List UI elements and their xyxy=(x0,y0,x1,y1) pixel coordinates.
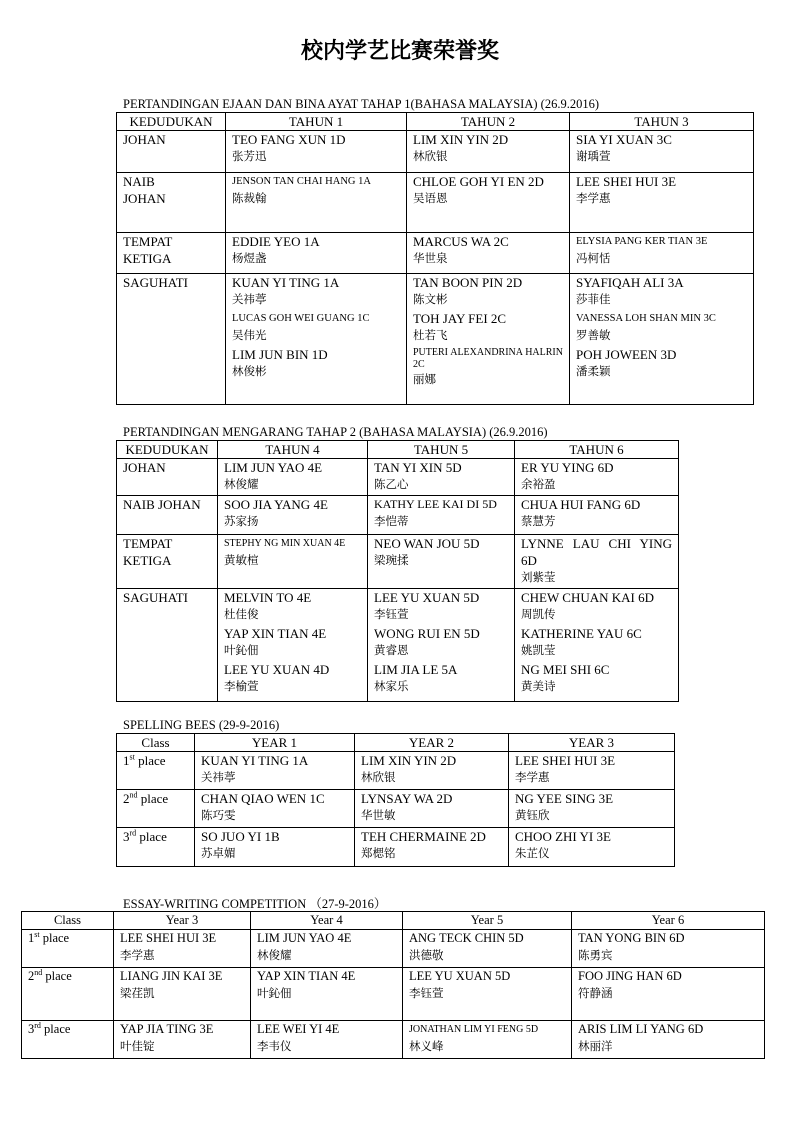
student-chinese-name: 洪德敬 xyxy=(409,948,444,962)
student-chinese-name: 罗善敏 xyxy=(576,328,611,342)
student-chinese-name: 李恺蒂 xyxy=(374,514,409,528)
table-row xyxy=(117,752,675,790)
student-name: SOO JIA YANG 4E xyxy=(224,497,328,512)
student-chinese-name: 苏家扬 xyxy=(224,514,259,528)
student-name: LIM JIA LE 5A xyxy=(374,662,458,677)
student-name: TEH CHERMAINE 2D xyxy=(361,829,486,844)
header-year-6: Year 6 xyxy=(572,912,765,930)
student-name: LEE WEI YI 4E xyxy=(257,1022,340,1036)
student-chinese-name: 杜佳俊 xyxy=(224,607,259,621)
student-chinese-name: 蔡慧芳 xyxy=(521,514,556,528)
student-name: LEE SHEI HUI 3E xyxy=(120,931,217,945)
student-name: TOH JAY FEI 2C xyxy=(413,311,507,326)
header-year-1: YEAR 1 xyxy=(195,734,355,752)
header-kedudukan: KEDUDUKAN xyxy=(117,113,226,131)
student-chinese-name: 林俊耀 xyxy=(257,948,292,962)
student-name: SO JUO YI 1B xyxy=(201,829,280,844)
header-tahun-3: TAHUN 3 xyxy=(570,113,754,131)
table-tahap1-ejaan xyxy=(116,112,754,405)
student-chinese-name: 林丽洋 xyxy=(578,1039,613,1053)
page-title: 校内学艺比赛荣誉奖 xyxy=(300,39,499,64)
section-1-caption: PERTANDINGAN EJAAN DAN BINA AYAT TAHAP 1(BAHASA MALAYSIA) (26.9.2016) xyxy=(123,97,599,111)
student-chinese-name: 林欣银 xyxy=(413,149,448,163)
student-name: KATHERINE YAU 6C xyxy=(521,626,642,641)
header-class: Class xyxy=(22,912,114,930)
table-essay-writing xyxy=(21,911,765,1059)
student-name: ARIS LIM LI YANG 6D xyxy=(578,1022,704,1036)
student-chinese-name: 李学惠 xyxy=(120,948,155,962)
header-year-2: YEAR 2 xyxy=(355,734,509,752)
student-chinese-name: 陈勇宾 xyxy=(578,948,613,962)
student-name: YAP JIA TING 3E xyxy=(120,1022,214,1036)
student-chinese-name: 朱芷仪 xyxy=(515,846,550,860)
table-row xyxy=(117,173,754,233)
student-chinese-name: 张芳迅 xyxy=(232,149,267,163)
section-2-caption: PERTANDINGAN MENGARANG TAHAP 2 (BAHASA MALAYSIA) (26.9.2016) xyxy=(123,425,548,439)
student-chinese-name: 叶鈊佃 xyxy=(224,643,259,657)
student-name: TAN YONG BIN 6D xyxy=(578,931,685,945)
student-name: LEE YU XUAN 5D xyxy=(374,590,480,605)
student-chinese-name: 李钰萱 xyxy=(374,607,409,621)
student-chinese-name: 陈巧雯 xyxy=(201,808,236,822)
student-chinese-name: 杜若飞 xyxy=(413,328,448,342)
student-name: POH JOWEEN 3D xyxy=(576,347,677,362)
header-tahun-2: TAHUN 2 xyxy=(407,113,570,131)
student-chinese-name: 李学惠 xyxy=(576,191,611,205)
position-label: JOHAN xyxy=(117,131,226,173)
student-name: LUCAS GOH WEI GUANG 1C xyxy=(232,313,370,324)
header-tahun-5: TAHUN 5 xyxy=(368,441,515,459)
student-chinese-name: 丽娜 xyxy=(413,372,436,386)
student-chinese-name: 陈乙心 xyxy=(374,477,409,491)
position-label: TEMPAT KETIGA xyxy=(117,535,218,589)
place-label: 2nd place xyxy=(22,968,114,1021)
student-name: YAP XIN TIAN 4E xyxy=(224,626,327,641)
student-name: SYAFIQAH ALI 3A xyxy=(576,275,684,290)
student-name: ELYSIA PANG KER TIAN 3E xyxy=(576,236,708,247)
student-chinese-name: 黄美诗 xyxy=(521,679,556,693)
student-name: ANG TECK CHIN 5D xyxy=(409,931,524,945)
student-chinese-name: 冯柯恬 xyxy=(576,251,611,265)
student-chinese-name: 叶鈊佃 xyxy=(257,986,292,1000)
position-label: NAIB JOHAN xyxy=(117,496,218,535)
table-row xyxy=(117,496,679,535)
student-chinese-name: 谢瑀萱 xyxy=(576,149,611,163)
header-class: Class xyxy=(117,734,195,752)
student-name: LYNNE LAU CHI YING 6D xyxy=(521,536,672,568)
place-label: 1st place xyxy=(22,930,114,968)
header-kedudukan: KEDUDUKAN xyxy=(117,441,218,459)
student-name: FOO JING HAN 6D xyxy=(578,969,682,983)
student-name: LYNSAY WA 2D xyxy=(361,791,453,806)
student-name: PUTERI ALEXANDRINA HALRIN 2C xyxy=(413,347,563,370)
place-label: 2nd place xyxy=(117,790,195,828)
student-name: TEO FANG XUN 1D xyxy=(232,132,346,147)
student-chinese-name: 符静涵 xyxy=(578,986,613,1000)
student-name: SIA YI XUAN 3C xyxy=(576,132,672,147)
position-label: JOHAN xyxy=(117,459,218,496)
table-row xyxy=(117,274,754,405)
place-label: 3rd place xyxy=(117,828,195,867)
student-name: CHUA HUI FANG 6D xyxy=(521,497,641,512)
student-name: VANESSA LOH SHAN MIN 3C xyxy=(576,313,716,324)
student-chinese-name: 林俊耀 xyxy=(224,477,259,491)
student-chinese-name: 刘紫莹 xyxy=(521,570,556,584)
place-label: 3rd place xyxy=(22,1021,114,1059)
student-name: CHEW CHUAN KAI 6D xyxy=(521,590,655,605)
student-chinese-name: 郑楒铭 xyxy=(361,846,396,860)
student-name: WONG RUI EN 5D xyxy=(374,626,480,641)
student-chinese-name: 华世敏 xyxy=(361,808,396,822)
section-3-caption: SPELLING BEES (29-9-2016) xyxy=(123,718,280,732)
student-chinese-name: 林家乐 xyxy=(374,679,409,693)
student-name: ER YU YING 6D xyxy=(521,460,614,475)
student-name: LEE SHEI HUI 3E xyxy=(515,753,616,768)
student-chinese-name: 关祎葶 xyxy=(201,770,236,784)
student-name: LIM JUN YAO 4E xyxy=(224,460,323,475)
student-chinese-name: 周凯传 xyxy=(521,607,556,621)
student-name: CHAN QIAO WEN 1C xyxy=(201,791,325,806)
student-name: LIANG JIN KAI 3E xyxy=(120,969,223,983)
student-name: CHLOE GOH YI EN 2D xyxy=(413,174,544,189)
student-name: EDDIE YEO 1A xyxy=(232,234,320,249)
student-chinese-name: 陈文彬 xyxy=(413,292,448,306)
table-row xyxy=(117,790,675,828)
student-chinese-name: 关祎葶 xyxy=(232,292,267,306)
student-chinese-name: 梁琬揉 xyxy=(374,553,409,567)
table-row xyxy=(117,233,754,274)
student-name: LIM JUN YAO 4E xyxy=(257,931,352,945)
student-chinese-name: 李榆萱 xyxy=(224,679,259,693)
student-name: STEPHY NG MIN XUAN 4E xyxy=(224,538,346,549)
student-name: LEE YU XUAN 5D xyxy=(409,969,511,983)
student-chinese-name: 李韦仪 xyxy=(257,1039,292,1053)
table-row xyxy=(117,535,679,589)
table-row xyxy=(117,589,679,702)
student-chinese-name: 黄敏楦 xyxy=(224,553,259,567)
header-tahun-4: TAHUN 4 xyxy=(218,441,368,459)
student-chinese-name: 林俊彬 xyxy=(232,364,267,378)
header-year-5: Year 5 xyxy=(403,912,572,930)
student-name: JONATHAN LIM YI FENG 5D xyxy=(409,1024,539,1035)
student-chinese-name: 黄钰欣 xyxy=(515,808,550,822)
student-name: MARCUS WA 2C xyxy=(413,234,509,249)
place-label: 1st place xyxy=(117,752,195,790)
table-row xyxy=(117,828,675,867)
student-chinese-name: 黄睿恩 xyxy=(374,643,409,657)
student-chinese-name: 杨煜盏 xyxy=(232,251,267,265)
student-name: KUAN YI TING 1A xyxy=(232,275,340,290)
student-chinese-name: 叶佳锭 xyxy=(120,1039,155,1053)
table-tahap2-mengarang xyxy=(116,440,679,702)
student-name: KUAN YI TING 1A xyxy=(201,753,309,768)
header-year-3: Year 3 xyxy=(114,912,251,930)
position-label: SAGUHATI xyxy=(117,589,218,702)
student-chinese-name: 余裕盈 xyxy=(521,477,556,491)
student-chinese-name: 华世泉 xyxy=(413,251,448,265)
student-chinese-name: 潘柔颖 xyxy=(576,364,611,378)
student-name: MELVIN TO 4E xyxy=(224,590,312,605)
header-tahun-6: TAHUN 6 xyxy=(515,441,679,459)
student-name: LIM XIN YIN 2D xyxy=(361,753,457,768)
position-label: SAGUHATI xyxy=(117,274,226,405)
student-name: CHOO ZHI YI 3E xyxy=(515,829,611,844)
section-4-caption: ESSAY-WRITING COMPETITION （27-9-2016） xyxy=(123,897,387,911)
student-name: NG YEE SING 3E xyxy=(515,791,614,806)
header-year-4: Year 4 xyxy=(251,912,403,930)
student-name: TAN YI XIN 5D xyxy=(374,460,462,475)
student-chinese-name: 吴伟光 xyxy=(232,328,267,342)
student-chinese-name: 吴语恩 xyxy=(413,191,448,205)
student-chinese-name: 李钰萱 xyxy=(409,986,444,1000)
table-row xyxy=(117,459,679,496)
student-chinese-name: 苏卓媚 xyxy=(201,846,236,860)
student-chinese-name: 陈裁翰 xyxy=(232,191,267,205)
table-row xyxy=(117,131,754,173)
student-name: JENSON TAN CHAI HANG 1A xyxy=(232,176,371,187)
student-chinese-name: 梁荏凯 xyxy=(120,986,155,1000)
student-chinese-name: 林义峰 xyxy=(409,1039,444,1053)
student-chinese-name: 李学惠 xyxy=(515,770,550,784)
student-name: LIM JUN BIN 1D xyxy=(232,347,328,362)
student-name: NG MEI SHI 6C xyxy=(521,662,610,677)
student-name: LEE SHEI HUI 3E xyxy=(576,174,677,189)
table-row xyxy=(22,930,765,968)
header-year-3: YEAR 3 xyxy=(509,734,675,752)
student-chinese-name: 林欣银 xyxy=(361,770,396,784)
table-spelling-bees xyxy=(116,733,675,867)
student-name: LIM XIN YIN 2D xyxy=(413,132,509,147)
table-row xyxy=(22,1021,765,1059)
student-name: YAP XIN TIAN 4E xyxy=(257,969,356,983)
header-tahun-1: TAHUN 1 xyxy=(226,113,407,131)
student-name: NEO WAN JOU 5D xyxy=(374,536,480,551)
student-chinese-name: 姚凯莹 xyxy=(521,643,556,657)
position-label: TEMPAT KETIGA xyxy=(117,233,226,274)
student-chinese-name: 莎菲佳 xyxy=(576,292,611,306)
table-row xyxy=(22,968,765,1021)
position-label: NAIB JOHAN xyxy=(117,173,226,233)
student-name: TAN BOON PIN 2D xyxy=(413,275,523,290)
student-name: LEE YU XUAN 4D xyxy=(224,662,330,677)
student-name: KATHY LEE KAI DI 5D xyxy=(374,497,497,511)
